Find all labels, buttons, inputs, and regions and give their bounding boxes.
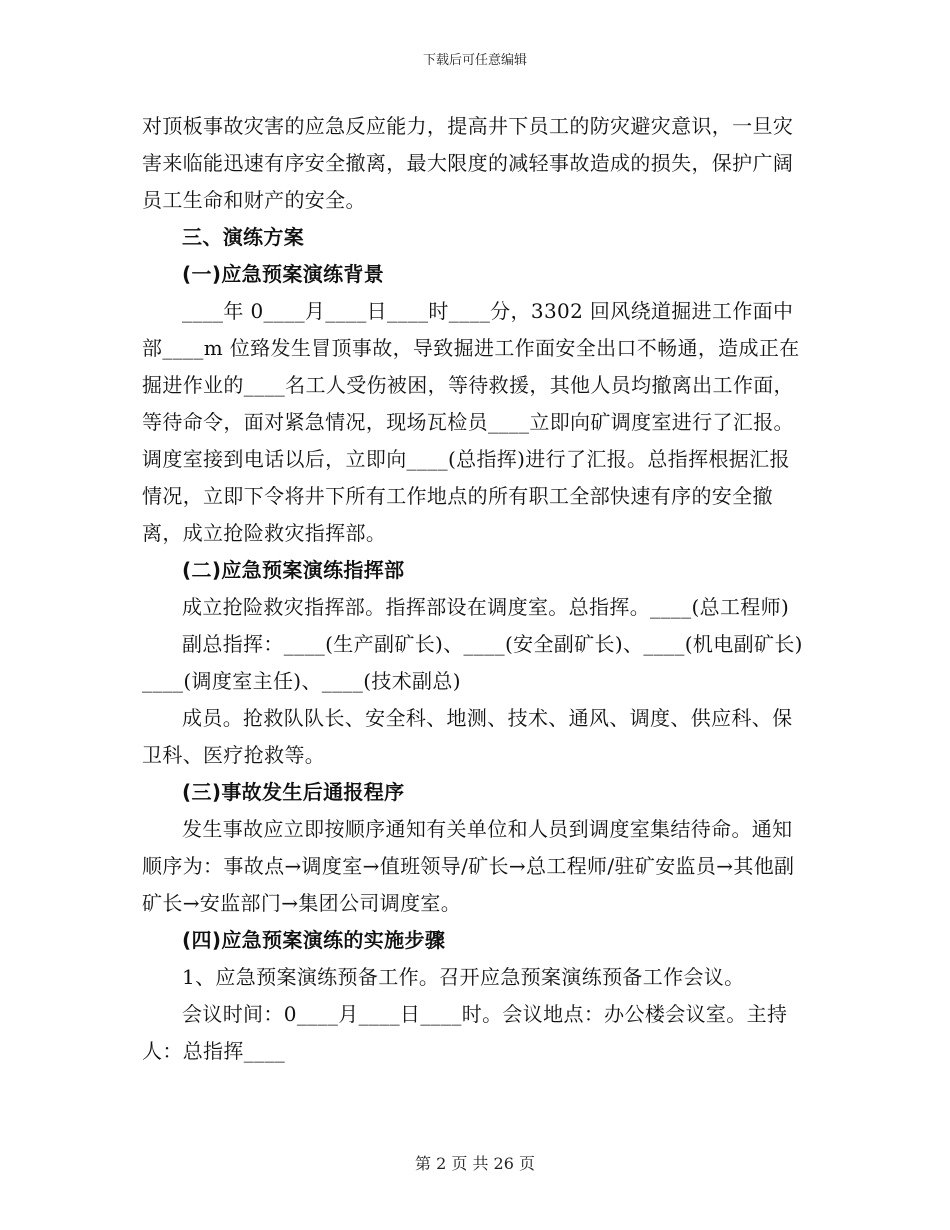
subsection-heading-notification: (三)事故发生后通报程序 [182, 780, 405, 804]
section-heading-drill-plan: 三、演练方案 [182, 225, 305, 249]
subsection-heading-command: (二)应急预案演练指挥部 [182, 558, 405, 582]
paragraph-notification: 发生事故应立即按顺序通知有关单位和人员到调度室集结待命。通知顺序为：事故点→调度室→值班领导/矿长→总工程师/驻矿安监员→其他副矿长→安监部门→集团公司调度室。 [142, 817, 795, 915]
paragraph-command-chief: 成立抢险救灾指挥部。指挥部设在调度室。总指挥。____(总工程师) [182, 595, 790, 619]
paragraph-background: ____年 0____月____日____时____分，3302 回风绕道掘进工作面中部____m 位臵发生冒顶事故，导致掘进工作面安全出口不畅通，造成正在掘进作业的____名工人受伤被困，等待救援，其他人员均撤离出工作面，等待命令，面对紧急情况，现场瓦检员____立即向矿调度室进行了汇报。调度室接到电话以后，立即向____(总指挥)进行了汇报。总指挥根据汇报情况，立即下令将井下所有工作地点的所有职工全部快速有序的安全撤离，成立抢险救灾指挥部。 [142, 299, 800, 545]
paragraph-command-deputies: 副总指挥：____(生产副矿长)、____(安全副矿长)、____(机电副矿长)____(调度室主任)、____(技术副总) [142, 632, 803, 693]
paragraph-command-members: 成员。抢救队队长、安全科、地测、技术、通风、调度、供应科、保卫科、医疗抢救等。 [142, 706, 793, 767]
page-header: 下载后可任意编辑 [422, 53, 527, 68]
subsection-heading-steps: (四)应急预案演练的实施步骤 [182, 928, 446, 952]
subsection-heading-background: (一)应急预案演练背景 [182, 262, 385, 286]
paragraph-meeting-info: 会议时间：0____月____日____时。会议地点：办公楼会议室。主持人：总指挥____ [142, 1002, 788, 1063]
paragraph-step-1: 1、应急预案演练预备工作。召开应急预案演练预备工作会议。 [182, 965, 745, 989]
paragraph-intro: 对顶板事故灾害的应急反应能力，提高井下员工的防灾避灾意识，一旦灾害来临能迅速有序安全撤离，最大限度的减轻事故造成的损失，保护广阔员工生命和财产的安全。 [142, 114, 794, 212]
document-body [142, 108, 810, 1070]
page-number: 第 2 页 共 26 页 [415, 1154, 535, 1173]
